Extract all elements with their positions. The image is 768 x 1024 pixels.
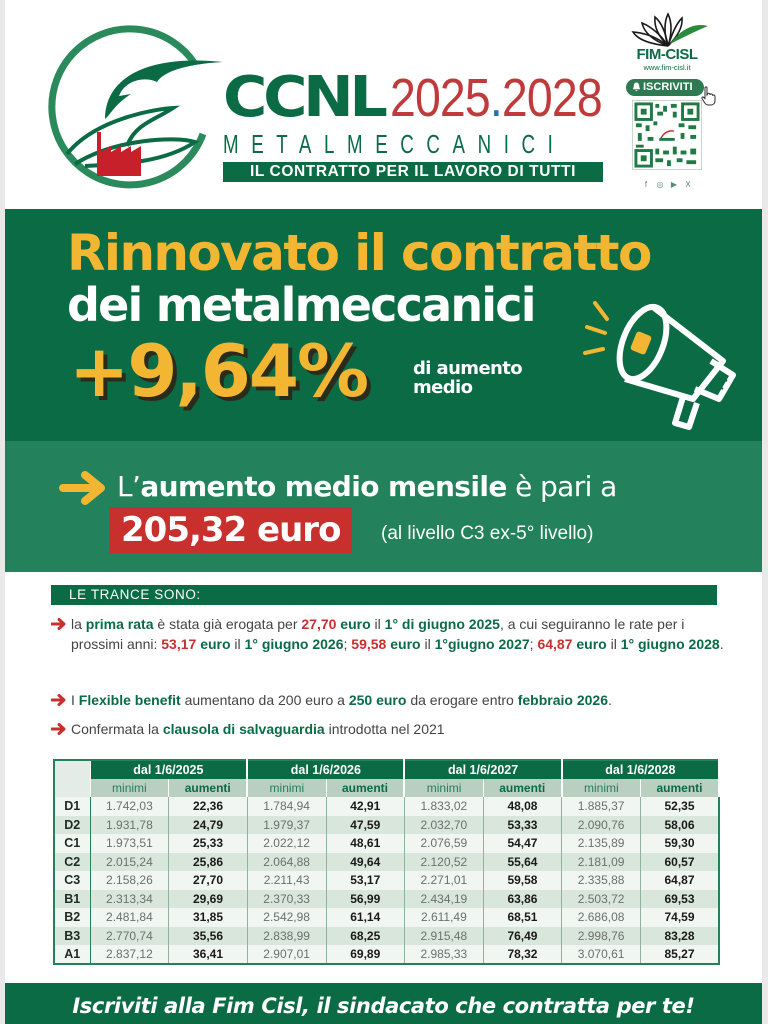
ccnl-years <box>390 70 602 126</box>
minimi-cell: 1.742,03 <box>90 797 169 816</box>
level-cell: C2 <box>54 853 90 872</box>
facebook-icon[interactable]: f <box>644 180 648 189</box>
minimi-cell: 2.686,08 <box>562 908 641 927</box>
social-links <box>622 180 712 189</box>
aumenti-cell: 60,57 <box>640 853 719 872</box>
table-row <box>54 834 719 853</box>
ccnl-year-end: 2028 <box>501 68 602 128</box>
aumenti-cell: 64,87 <box>640 871 719 890</box>
minimi-cell: 2.135,89 <box>562 834 641 853</box>
minimi-cell: 2.611,49 <box>404 908 483 927</box>
minimi-cell: 1.784,94 <box>247 797 326 816</box>
aumenti-cell: 52,35 <box>640 797 719 816</box>
minimi-cell: 2.542,98 <box>247 908 326 927</box>
level-cell: B3 <box>54 927 90 946</box>
text-run: I <box>71 692 79 708</box>
fim-cisl-block <box>622 8 712 198</box>
minimi-cell: 2.915,48 <box>404 927 483 946</box>
minimi-cell: 2.434,19 <box>404 890 483 909</box>
trance-bullet-safeguard-clause <box>51 719 731 739</box>
hero-caption-line2: medio <box>413 377 473 398</box>
minimi-cell: 2.335,88 <box>562 871 641 890</box>
minimi-cell: 2.313,34 <box>90 890 169 909</box>
hero-subheadline: dei metalmeccanici <box>67 278 535 332</box>
text-emphasis: prima rata <box>85 616 154 632</box>
tagline: IL CONTRATTO PER IL LAVORO DI TUTTI <box>223 162 603 182</box>
level-cell: B2 <box>54 908 90 927</box>
minimi-cell: 2.064,88 <box>247 853 326 872</box>
minimi-cell: 3.070,61 <box>562 945 641 964</box>
aumenti-cell: 76,49 <box>483 927 561 946</box>
aumenti-cell: 36,41 <box>169 945 247 964</box>
minimi-cell: 2.076,59 <box>404 834 483 853</box>
trance-heading: LE TRANCE SONO: <box>51 585 717 605</box>
aumenti-cell: 56,99 <box>326 890 404 909</box>
minimi-cell: 2.770,74 <box>90 927 169 946</box>
subheader-aumenti: aumenti <box>169 779 247 798</box>
aumenti-cell: 24,79 <box>169 816 247 835</box>
amount-2025: 27,70 <box>301 616 337 632</box>
date-2025: 1° di giugno 2025 <box>384 616 500 632</box>
level-cell: D2 <box>54 816 90 835</box>
bell-icon <box>632 82 641 92</box>
average-prefix: L’ <box>117 470 141 503</box>
minimi-cell: 1.979,37 <box>247 816 326 835</box>
minimi-cell: 2.503,72 <box>562 890 641 909</box>
aumenti-cell: 55,64 <box>483 853 561 872</box>
aumenti-cell: 42,91 <box>326 797 404 816</box>
aumenti-cell: 49,64 <box>326 853 404 872</box>
arrow-right-icon <box>59 471 109 505</box>
aumenti-cell: 25,86 <box>169 853 247 872</box>
aumenti-cell: 69,53 <box>640 890 719 909</box>
minimi-cell: 2.271,01 <box>404 871 483 890</box>
sector-label: METALMECCANICI <box>223 129 566 159</box>
hero-percentage-caption <box>413 359 522 397</box>
text-run: introdotta nel 2021 <box>324 721 445 737</box>
footer-banner <box>5 983 762 1024</box>
average-suffix: è pari a <box>506 470 617 503</box>
aumenti-cell: 59,30 <box>640 834 719 853</box>
aumenti-cell: 68,51 <box>483 908 561 927</box>
text-emphasis: euro <box>386 636 421 652</box>
aumenti-cell: 48,08 <box>483 797 561 816</box>
text-run: il <box>230 636 245 652</box>
text-emphasis: euro <box>336 616 371 632</box>
subheader-minimi: minimi <box>247 779 326 798</box>
aumenti-cell: 35,56 <box>169 927 247 946</box>
aumenti-cell: 74,59 <box>640 908 719 927</box>
date-2028: 1° giugno 2028 <box>620 636 720 652</box>
minimi-cell: 2.481,84 <box>90 908 169 927</box>
table-row <box>54 927 719 946</box>
aumenti-cell: 29,69 <box>169 890 247 909</box>
ccnl-title-block <box>223 64 605 182</box>
aumenti-cell: 22,36 <box>169 797 247 816</box>
text-run: , a cui seguiranno le rate per i prossimi anni: <box>71 616 685 652</box>
subheader-aumenti: aumenti <box>640 779 719 798</box>
x-twitter-icon[interactable]: X <box>685 180 691 189</box>
minimi-cell: 2.211,43 <box>247 871 326 890</box>
minimi-cell: 2.998,76 <box>562 927 641 946</box>
level-cell: A1 <box>54 945 90 964</box>
aumenti-cell: 47,59 <box>326 816 404 835</box>
minimi-cell: 2.907,01 <box>247 945 326 964</box>
table-row <box>54 945 719 964</box>
bullet-text <box>51 719 731 739</box>
ccnl-year-dot: . <box>489 68 502 128</box>
trance-bullet-flexible-benefit <box>51 690 731 710</box>
subheader-minimi: minimi <box>404 779 483 798</box>
header <box>5 0 762 209</box>
text-run: il <box>420 636 435 652</box>
date-2026: 1° giugno 2026 <box>244 636 344 652</box>
average-increase-section <box>5 441 762 572</box>
minimi-cell: 2.090,76 <box>562 816 641 835</box>
minimi-cell: 1.833,02 <box>404 797 483 816</box>
text-run: aumentano da 200 euro a <box>180 692 349 708</box>
level-cell: C1 <box>54 834 90 853</box>
minimi-cell: 1.931,78 <box>90 816 169 835</box>
bullet-text <box>51 690 731 710</box>
table-body <box>54 797 719 964</box>
average-bold: aumento medio mensile <box>140 470 507 503</box>
minimi-cell: 2.015,24 <box>90 853 169 872</box>
subheader-aumenti: aumenti <box>483 779 561 798</box>
amount-2028: 64,87 <box>537 636 573 652</box>
hero-headline: Rinnovato il contratto <box>67 224 651 282</box>
table-row <box>54 890 719 909</box>
aumenti-cell: 25,33 <box>169 834 247 853</box>
minimi-cell: 2.837,12 <box>90 945 169 964</box>
date-2027: 1°giugno 2027 <box>434 636 530 652</box>
subheader-minimi: minimi <box>90 779 169 798</box>
flyer-page <box>5 0 762 1024</box>
fim-cisl-name: FIM-CISL <box>636 46 698 63</box>
salary-table <box>53 759 720 965</box>
fim-website[interactable]: www.fim-cisl.it <box>643 63 691 72</box>
trance-bullet-first-instalment <box>51 614 731 654</box>
period-header: dal 1/6/2028 <box>562 760 719 779</box>
minimi-cell: 1.885,37 <box>562 797 641 816</box>
flower-logo-icon <box>628 10 708 50</box>
aumenti-cell: 85,27 <box>640 945 719 964</box>
minimi-cell: 2.370,33 <box>247 890 326 909</box>
text-run: ; <box>529 636 538 652</box>
minimi-cell: 2.032,70 <box>404 816 483 835</box>
table-row <box>54 908 719 927</box>
text-run: . <box>719 636 724 652</box>
table-subheader-row <box>54 779 719 798</box>
megaphone-icon <box>583 291 743 431</box>
footer-call-to-action: Iscriviti alla Fim Cisl, il sindacato che contratta per te! <box>72 994 695 1018</box>
youtube-icon[interactable]: ▶ <box>670 180 678 189</box>
aumenti-cell: 69,89 <box>326 945 404 964</box>
text-emphasis: clausola di salvaguardia <box>162 721 325 737</box>
red-arrow-icon <box>51 723 67 735</box>
aumenti-cell: 48,61 <box>326 834 404 853</box>
text-emphasis: 250 euro <box>348 692 407 708</box>
minimi-cell: 2.181,09 <box>562 853 641 872</box>
aumenti-cell: 63,86 <box>483 890 561 909</box>
aumenti-cell: 83,28 <box>640 927 719 946</box>
red-arrow-icon <box>51 694 67 706</box>
table-period-header-row <box>54 760 719 779</box>
aumenti-cell: 54,47 <box>483 834 561 853</box>
aumenti-cell: 53,17 <box>326 871 404 890</box>
text-run: da erogare entro <box>406 692 518 708</box>
table-corner <box>54 760 90 797</box>
level-cell: D1 <box>54 797 90 816</box>
table-row <box>54 797 719 816</box>
average-increase-text <box>117 469 617 505</box>
subheader-minimi: minimi <box>562 779 641 798</box>
minimi-cell: 2.158,26 <box>90 871 169 890</box>
hero-banner <box>5 209 762 441</box>
period-header: dal 1/6/2026 <box>247 760 404 779</box>
period-header: dal 1/6/2027 <box>404 760 561 779</box>
average-amount-badge: 205,32 euro <box>109 507 352 553</box>
minimi-cell: 1.973,51 <box>90 834 169 853</box>
aumenti-cell: 68,25 <box>326 927 404 946</box>
text-run: la <box>71 616 86 632</box>
table-row <box>54 816 719 835</box>
amount-2027: 59,58 <box>351 636 387 652</box>
text-run: il <box>370 616 385 632</box>
text-emphasis: euro <box>572 636 607 652</box>
iscriviti-label: ISCRIVITI <box>643 81 693 93</box>
aumenti-cell: 27,70 <box>169 871 247 890</box>
ccnl-year-start: 2025 <box>389 68 490 128</box>
bullet-text <box>51 614 731 654</box>
aumenti-cell: 78,32 <box>483 945 561 964</box>
aumenti-cell: 59,58 <box>483 871 561 890</box>
hand-pointer-icon <box>700 86 716 106</box>
period-header: dal 1/6/2025 <box>90 760 247 779</box>
aumenti-cell: 53,33 <box>483 816 561 835</box>
red-arrow-icon <box>51 618 67 630</box>
text-run: è stata già erogata per <box>153 616 302 632</box>
qr-code-icon[interactable] <box>632 100 702 170</box>
text-run: . <box>608 692 612 708</box>
hero-percentage: +9,64% <box>69 329 368 413</box>
subheader-aumenti: aumenti <box>326 779 404 798</box>
hero-caption-line1: di aumento <box>413 358 523 379</box>
text-run: il <box>606 636 621 652</box>
minimi-cell: 2.838,99 <box>247 927 326 946</box>
minimi-cell: 2.022,12 <box>247 834 326 853</box>
level-cell: B1 <box>54 890 90 909</box>
minimi-cell: 2.985,33 <box>404 945 483 964</box>
text-emphasis: Flexible benefit <box>78 692 181 708</box>
instagram-icon[interactable]: ◎ <box>656 180 664 189</box>
minimi-cell: 2.120,52 <box>404 853 483 872</box>
aumenti-cell: 61,14 <box>326 908 404 927</box>
text-emphasis: euro <box>196 636 231 652</box>
ccnl-word: CCNL <box>223 65 384 130</box>
table-row <box>54 871 719 890</box>
text-emphasis: febbraio 2026 <box>517 692 608 708</box>
text-run: ; <box>343 636 352 652</box>
text-run: Confermata la <box>71 721 163 737</box>
table-row <box>54 853 719 872</box>
leaf-factory-emblem-icon <box>45 24 225 192</box>
iscriviti-button[interactable] <box>626 79 704 96</box>
aumenti-cell: 58,06 <box>640 816 719 835</box>
average-note: (al livello C3 ex-5° livello) <box>381 523 594 544</box>
aumenti-cell: 31,85 <box>169 908 247 927</box>
level-cell: C3 <box>54 871 90 890</box>
amount-2026: 53,17 <box>161 636 197 652</box>
